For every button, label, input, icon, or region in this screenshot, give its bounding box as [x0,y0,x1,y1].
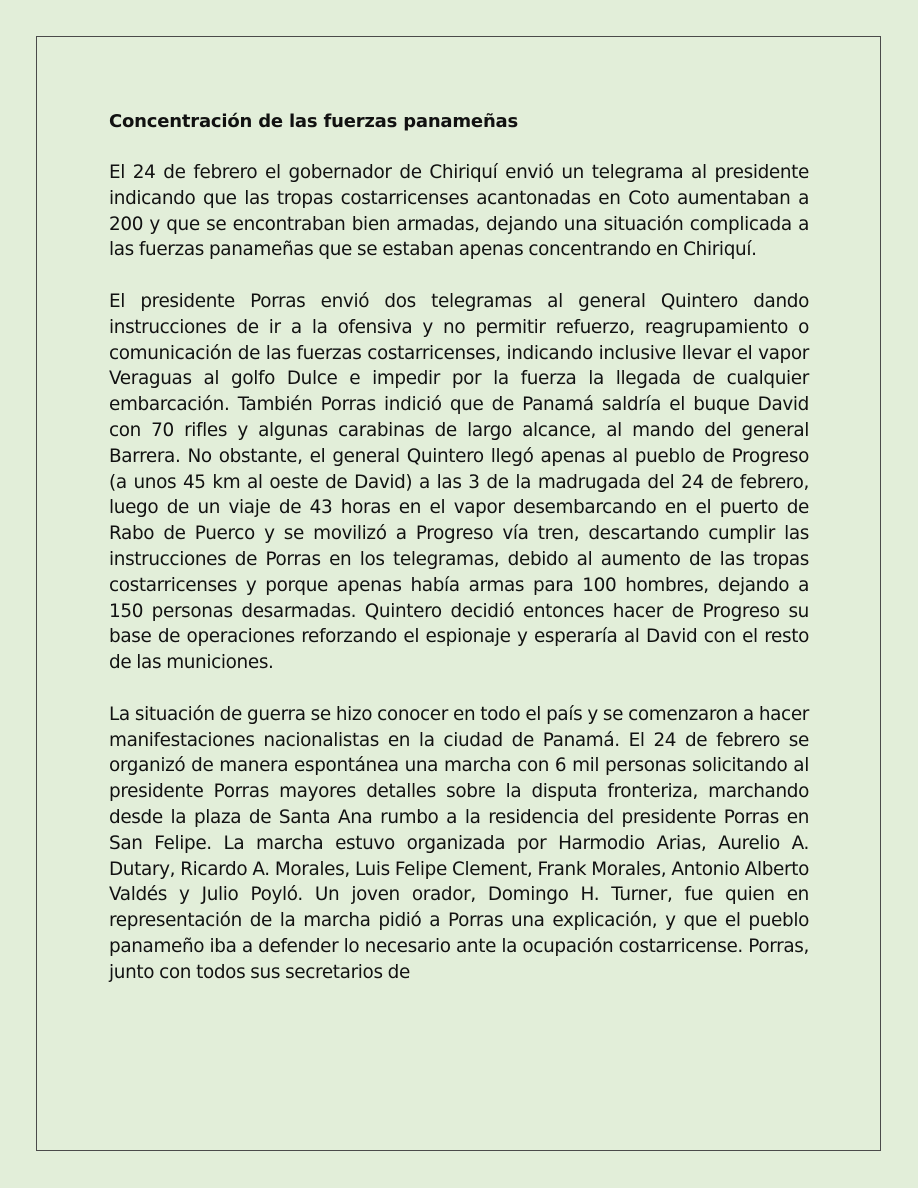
section-heading: Concentración de las fuerzas panameñas [109,111,519,132]
paragraph-2: El presidente Porras envió dos telegramas al general Quintero dando instrucciones de ir a la ofensiva y no permitir refuerzo, reagrupamiento o comunicación de las fuerzas costarricenses, indicando inclusive llevar el vapor Veraguas al golfo Dulce e impedir por la fuerza la llegada de cualquier embarcación. También Porras indició que de Panamá saldría el buque David con 70 rifles y algunas carabinas de largo alcance, al mando del general Barrera. No obstante, el general Quintero llegó apenas al pueblo de Progreso (a unos 45 km al oeste de David) a las 3 de la madrugada del 24 de febrero, luego de un viaje de 43 horas en el vapor desembarcando en el puerto de Rabo de Puerco y se movilizó a Progreso vía tren, descartando cumplir las instrucciones de Porras en los telegramas, debido al aumento de las tropas costarricenses y porque apenas había armas para 100 hombres, dejando a 150 personas desarmadas. Quintero decidió entonces hacer de Progreso su base de operaciones reforzando el espionaje y esperaría al David con el resto de las municiones. [109,290,809,674]
document-body [109,109,809,1011]
page-frame [36,36,881,1151]
paragraph-3: La situación de guerra se hizo conocer en todo el país y se comenzaron a hacer manifestaciones nacionalistas en la ciudad de Panamá. El 24 de febrero se organizó de manera espontánea una marcha con 6 mil personas solicitando al presidente Porras mayores detalles sobre la disputa fronteriza, marchando desde la plaza de Santa Ana rumbo a la residencia del presidente Porras en San Felipe. La marcha estuvo organizada por Harmodio Arias, Aurelio A. Dutary, Ricardo A. Morales, Luis Felipe Clement, Frank Morales, Antonio Alberto Valdés y Julio Poyló. Un joven orador, Domingo H. Turner, fue quien en representación de la marcha pidió a Porras una explicación, y que el pueblo panameño iba a defender lo necesario ante la ocupación costarricense. Porras, junto con todos sus secretarios de [109,703,809,983]
paragraph-1: El 24 de febrero el gobernador de Chiriquí envió un telegrama al presidente indicando que las tropas costarricenses acantonadas en Coto aumentaban a 200 y que se encontraban bien armadas, dejando una situación complicada a las fuerzas panameñas que se estaban apenas concentrando en Chiriquí. [109,162,809,261]
